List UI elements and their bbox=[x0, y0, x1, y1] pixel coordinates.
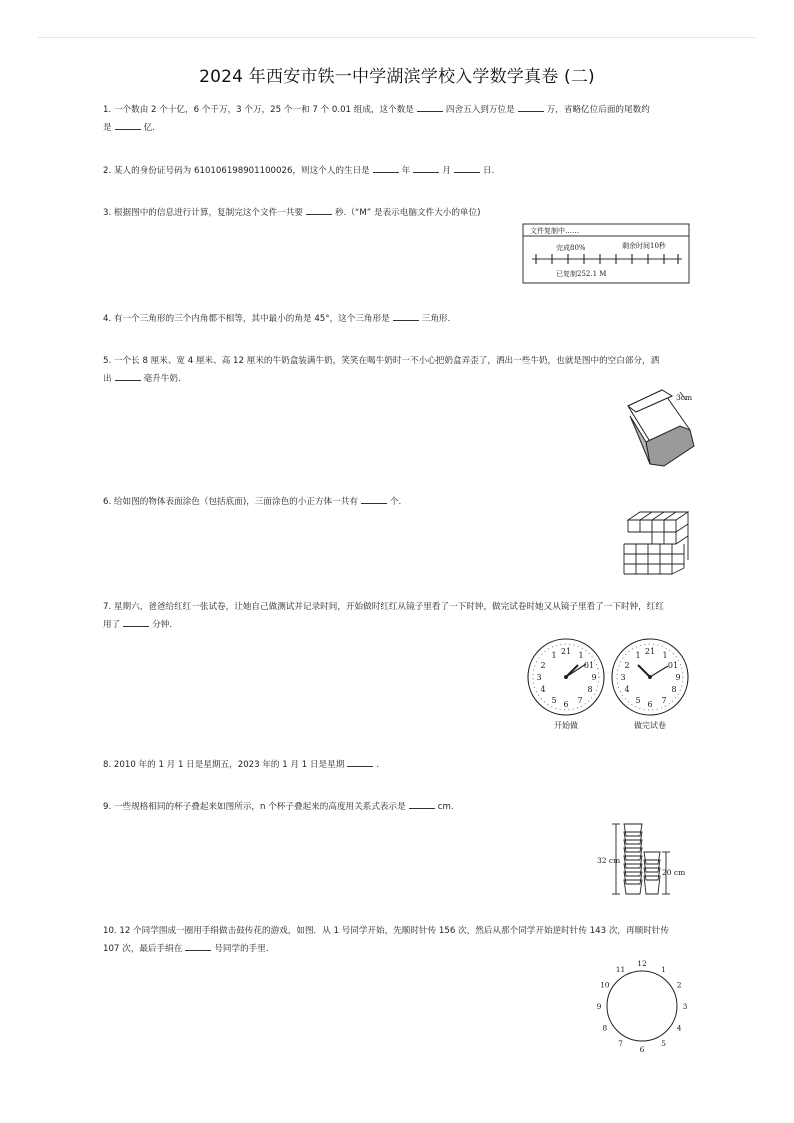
question-3 bbox=[103, 204, 693, 222]
q1-text-4: 是 bbox=[103, 123, 112, 133]
student-number-5: 5 bbox=[661, 1039, 666, 1049]
q8-text-2: . bbox=[376, 760, 380, 770]
q10-text-1: 10. 12 个同学围成一圈用手绢做击鼓传花的游戏，如图．从 1 号同学开始，先顺时针传 156 次，然后从那个同学开始逆时针传 143 次，再顺时针传 bbox=[103, 926, 669, 936]
q6-text-1: 6. 给如图的物体表面涂色（包括底面)，三面涂色的小正方体一共有 bbox=[103, 497, 358, 507]
milk-height-label: 3cm bbox=[676, 393, 693, 402]
q5-text-3: 毫升牛奶. bbox=[143, 374, 181, 384]
svg-text:6: 6 bbox=[563, 700, 569, 709]
svg-text:01: 01 bbox=[667, 661, 679, 670]
clock-start-caption: 开始做 bbox=[554, 721, 578, 730]
question-10 bbox=[103, 922, 693, 958]
q1-text-5: 亿. bbox=[143, 123, 155, 133]
student-number-6: 6 bbox=[639, 1045, 645, 1054]
question-4 bbox=[103, 310, 693, 328]
svg-text:1: 1 bbox=[662, 651, 668, 660]
milk-box-figure bbox=[620, 386, 700, 472]
clock-end bbox=[612, 639, 688, 715]
svg-text:21: 21 bbox=[644, 647, 656, 656]
q5-text-1: 5. 一个长 8 厘米、宽 4 厘米、高 12 厘米的牛奶盒装满牛奶，笑笑在喝牛奶时一不小心把奶盒弄歪了，洒出一些牛奶，也就是图中的空白部分，洒 bbox=[103, 356, 660, 366]
student-number-8: 8 bbox=[602, 1023, 608, 1033]
q5-blank-1 bbox=[115, 370, 141, 381]
question-2 bbox=[103, 162, 693, 180]
q6-text-2: 个. bbox=[389, 497, 402, 507]
header-rule bbox=[38, 37, 756, 38]
circle-of-students-figure bbox=[592, 958, 692, 1054]
student-number-1: 1 bbox=[661, 964, 666, 974]
q2-text-2: 年 bbox=[401, 166, 411, 176]
copy-remain-label: 剩余时间10秒 bbox=[622, 242, 666, 250]
q2-blank-3 bbox=[454, 162, 480, 173]
svg-text:9: 9 bbox=[591, 673, 597, 682]
student-number-10: 10 bbox=[600, 980, 610, 990]
cups-right-height: 20 cm bbox=[662, 868, 686, 877]
student-number-12: 12 bbox=[637, 959, 647, 968]
q1-blank-3 bbox=[115, 119, 141, 130]
svg-text:21: 21 bbox=[560, 647, 572, 656]
clock-start bbox=[528, 639, 604, 715]
svg-text:2: 2 bbox=[624, 661, 630, 670]
svg-text:4: 4 bbox=[624, 685, 630, 694]
svg-text:5: 5 bbox=[551, 696, 557, 705]
q3-blank-1 bbox=[306, 204, 332, 215]
copy-size-label: 已复制252.1 M bbox=[556, 270, 607, 278]
question-1 bbox=[103, 101, 693, 137]
q1-text-1: 1. 一个数由 2 个十亿，6 个千万，3 个万，25 个一和 7 个 0.01 组成，这个数是 bbox=[103, 105, 414, 115]
q3-text-1: 3. 根据图中的信息进行计算，复制完这个文件一共要 bbox=[103, 208, 303, 218]
question-5 bbox=[103, 352, 693, 388]
cups-left-height: 32 cm bbox=[597, 856, 621, 865]
question-6 bbox=[103, 493, 693, 511]
q4-blank-1 bbox=[393, 310, 419, 321]
svg-text:8: 8 bbox=[587, 685, 593, 694]
svg-text:7: 7 bbox=[661, 696, 667, 705]
svg-text:9: 9 bbox=[675, 673, 681, 682]
question-8 bbox=[103, 756, 693, 774]
svg-text:1: 1 bbox=[578, 651, 584, 660]
q10-text-3: 号同学的手里. bbox=[214, 944, 269, 954]
q7-blank-1 bbox=[123, 616, 149, 627]
question-9 bbox=[103, 798, 693, 816]
svg-text:8: 8 bbox=[671, 685, 677, 694]
q10-blank-1 bbox=[185, 940, 211, 951]
cube-stack-figure bbox=[620, 506, 696, 578]
student-number-11: 11 bbox=[615, 964, 626, 974]
svg-text:1: 1 bbox=[635, 651, 641, 660]
q7-text-3: 分钟. bbox=[152, 620, 173, 630]
q2-text-1: 2. 某人的身份证号码为 610106198901100026，则这个人的生日是 bbox=[103, 166, 370, 176]
mirror-clocks-figure bbox=[526, 634, 694, 734]
page-title: 2024 年西安市铁一中学湖滨学校入学数学真卷 (二) bbox=[199, 67, 595, 87]
q9-text-1: 9. 一些规格相同的杯子叠起来如图所示，n 个杯子叠起来的高度用关系式表示是 bbox=[103, 802, 406, 812]
q7-text-1: 7. 星期六，爸爸给红红一张试卷，让她自己做测试并记录时间，开始做时红红从镜子里看了一下时钟，做完试卷时她又从镜子里看了一下时钟，红红 bbox=[103, 602, 664, 612]
svg-text:3: 3 bbox=[620, 673, 626, 682]
q5-text-2: 出 bbox=[103, 374, 112, 384]
copy-header: 文件复制中…… bbox=[530, 227, 579, 235]
student-number-9: 9 bbox=[596, 1002, 602, 1011]
q4-text-2: 三角形. bbox=[421, 314, 451, 324]
svg-text:6: 6 bbox=[647, 700, 653, 709]
student-number-2: 2 bbox=[676, 980, 682, 990]
question-7 bbox=[103, 598, 693, 634]
q1-blank-2 bbox=[518, 101, 544, 112]
q2-text-3: 月 bbox=[442, 166, 451, 176]
q9-text-2: cm. bbox=[437, 802, 454, 812]
q2-blank-2 bbox=[413, 162, 439, 173]
svg-text:2: 2 bbox=[540, 661, 546, 670]
copy-done-label: 完成80% bbox=[556, 244, 586, 252]
student-number-4: 4 bbox=[676, 1023, 682, 1033]
q1-blank-1 bbox=[417, 101, 443, 112]
q8-blank-1 bbox=[347, 756, 373, 767]
svg-text:7: 7 bbox=[577, 696, 583, 705]
q3-text-2: 秒.（“M” 是表示电脑文件大小的单位) bbox=[335, 208, 481, 218]
svg-text:3: 3 bbox=[536, 673, 542, 682]
student-number-3: 3 bbox=[682, 1002, 688, 1011]
q7-text-2: 用了 bbox=[103, 620, 121, 630]
q8-text-1: 8. 2010 年的 1 月 1 日是星期五，2023 年的 1 月 1 日是星期 bbox=[103, 760, 345, 770]
student-number-7: 7 bbox=[618, 1039, 623, 1049]
svg-text:5: 5 bbox=[635, 696, 641, 705]
q9-blank-1 bbox=[409, 798, 435, 809]
q6-blank-1 bbox=[361, 493, 387, 504]
svg-text:1: 1 bbox=[551, 651, 557, 660]
svg-text:4: 4 bbox=[540, 685, 546, 694]
q1-text-3: 万，省略亿位后面的尾数约 bbox=[546, 105, 650, 115]
clock-end-caption: 做完试卷 bbox=[634, 721, 666, 730]
q4-text-1: 4. 有一个三角形的三个内角都不相等，其中最小的角是 45°，这个三角形是 bbox=[103, 314, 390, 324]
svg-text:01: 01 bbox=[583, 661, 595, 670]
q1-text-2: 四舍五入到万位是 bbox=[445, 105, 515, 115]
q2-blank-1 bbox=[373, 162, 399, 173]
q2-text-4: 日. bbox=[483, 166, 495, 176]
file-copy-figure bbox=[522, 223, 692, 285]
q10-text-2: 107 次，最后手绢在 bbox=[103, 944, 183, 954]
stacked-cups-figure bbox=[596, 820, 692, 900]
